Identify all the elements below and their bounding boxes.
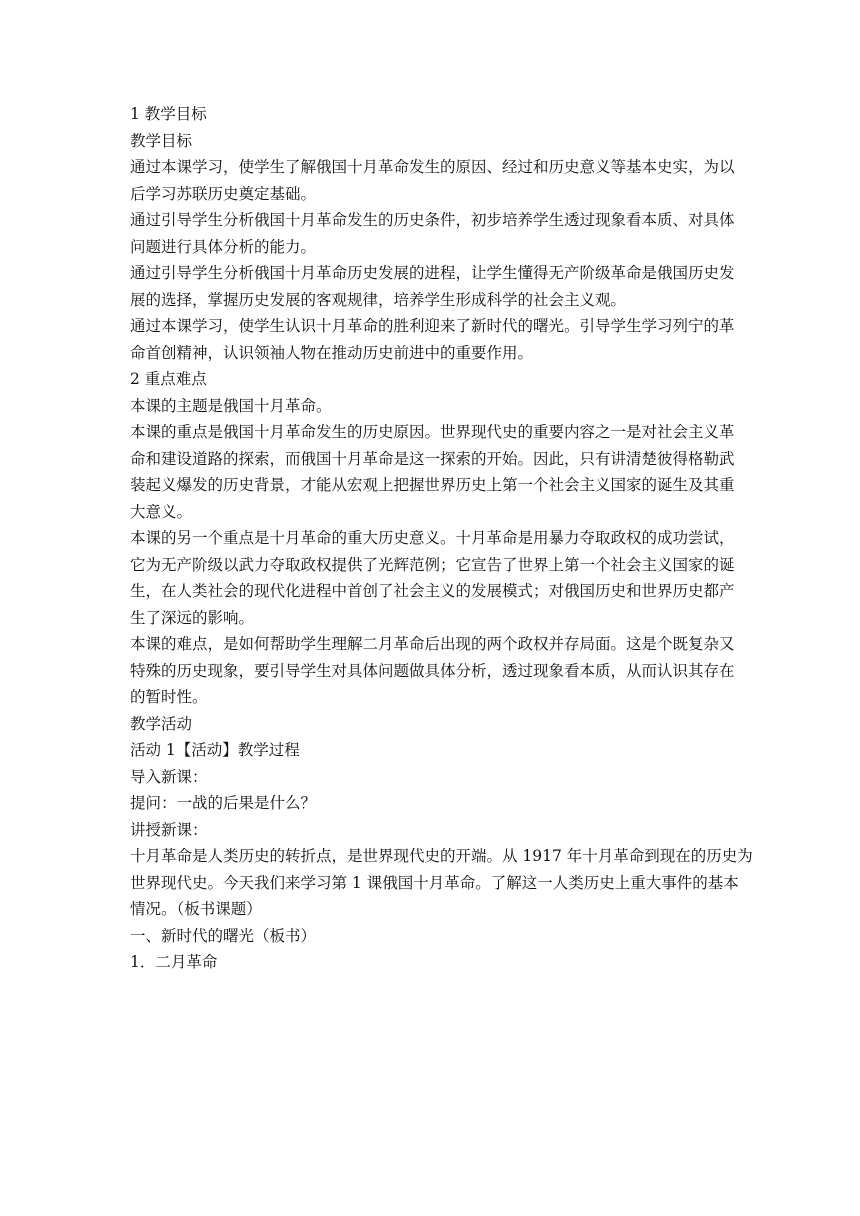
text-line: 它为无产阶级以武力夺取政权提供了光辉范例；它宣告了世界上第一个社会主义国家的诞	[130, 555, 735, 574]
text-line: 本课的难点，是如何帮助学生理解二月革命后出现的两个政权并存局面。这是个既复杂又	[130, 635, 735, 653]
text-line: 后学习苏联历史奠定基础。	[130, 184, 317, 203]
text-line: 通过引导学生分析俄国十月革命发生的历史条件，初步培养学生透过现象看本质、对具体	[130, 211, 735, 229]
section-heading-objectives: 1 教学目标	[130, 105, 207, 123]
text-line: 生，在人类社会的现代化进程中首创了社会主义的发展模式；对俄国历史和世界历史都产	[130, 582, 735, 600]
text-line: 本课的另一个重点是十月革命的重大历史意义。十月革命是用暴力夺取政权的成功尝试，	[130, 529, 735, 547]
text-line: 本课的主题是俄国十月革命。	[130, 396, 332, 415]
text-line: 特殊的历史现象，要引导学生对具体问题做具体分析，透过现象看本质，从而认识其存在	[130, 661, 735, 680]
section-heading-key-points: 2 重点难点	[130, 370, 207, 388]
section-heading-activities: 教学活动	[130, 714, 193, 733]
subheading-objectives: 教学目标	[130, 131, 193, 150]
text-line: 1．二月革命	[130, 953, 218, 971]
document-page	[130, 101, 753, 976]
activity-heading: 活动 1【活动】教学过程	[130, 741, 300, 759]
text-line: 一、新时代的曙光（板书）	[130, 926, 317, 945]
text-line: 装起义爆发的历史背景，才能从宏观上把握世界历史上第一个社会主义国家的诞生及其重	[130, 476, 735, 494]
text-line: 讲授新课：	[130, 820, 208, 839]
text-line: 命首创精神，认识领袖人物在推动历史前进中的重要作用。	[130, 343, 534, 362]
text-line: 展的选择，掌握历史发展的客观规律，培养学生形成科学的社会主义观。	[130, 290, 627, 309]
text-line: 本课的重点是俄国十月革命发生的历史原因。世界现代史的重要内容之一是对社会主义革	[130, 423, 735, 441]
text-line: 问题进行具体分析的能力。	[130, 237, 317, 256]
text-line: 命和建设道路的探索，而俄国十月革命是这一探索的开始。因此，只有讲清楚彼得格勒武	[130, 449, 735, 468]
text-line: 导入新课：	[130, 767, 208, 786]
text-line: 通过引导学生分析俄国十月革命历史发展的进程，让学生懂得无产阶级革命是俄国历史发	[130, 264, 735, 282]
text-line: 通过本课学习，使学生了解俄国十月革命发生的原因、经过和历史意义等基本史实，为以	[130, 158, 735, 176]
text-line: 通过本课学习，使学生认识十月革命的胜利迎来了新时代的曙光。引导学生学习列宁的革	[130, 317, 735, 335]
text-line: 情况。（板书课题）	[130, 900, 262, 918]
text-line: 的暂时性。	[130, 688, 208, 706]
text-line: 世界现代史。今天我们来学习第 1 课俄国十月革命。了解这一人类历史上重大事件的基本	[130, 873, 739, 892]
text-line: 十月革命是人类历史的转折点，是世界现代史的开端。从 1917 年十月革命到现在的历史为	[130, 847, 753, 865]
text-line: 大意义。	[130, 502, 193, 521]
text-line: 提问：一战的后果是什么？	[130, 794, 317, 812]
text-line: 生了深远的影响。	[130, 608, 255, 627]
